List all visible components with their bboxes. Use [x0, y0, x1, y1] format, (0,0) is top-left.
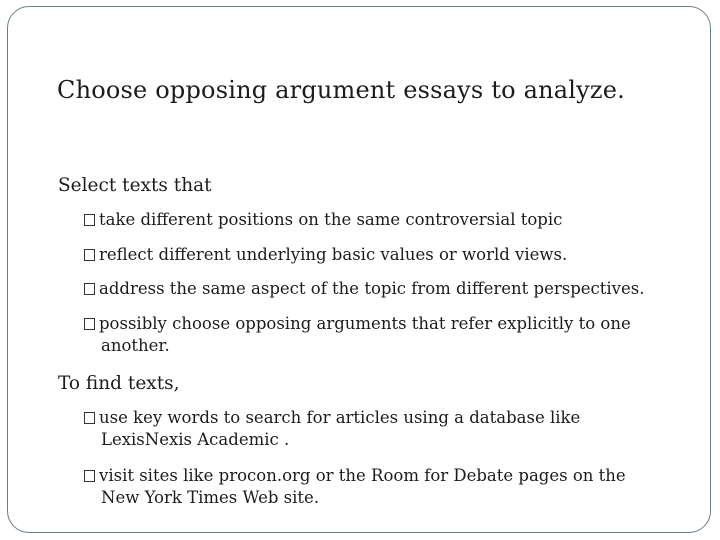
select-item-1-text: take different positions on the same controversial topic	[99, 210, 563, 229]
select-item-4-text-cont: another.	[101, 336, 170, 355]
select-item-3	[84, 278, 674, 300]
select-item-2	[84, 244, 674, 266]
find-item-1-text: use key words to search for articles using a database like	[99, 408, 581, 427]
select-heading: Select texts that	[58, 175, 212, 196]
slide-title: Choose opposing argument essays to analyze.	[57, 76, 625, 104]
select-item-4	[84, 313, 674, 357]
find-item-1	[84, 407, 674, 451]
find-item-2	[84, 465, 674, 509]
checkbox-bullet-icon	[84, 249, 95, 261]
checkbox-bullet-icon	[84, 318, 95, 330]
checkbox-bullet-icon	[84, 214, 95, 226]
checkbox-bullet-icon	[84, 470, 95, 482]
find-item-2-text-cont: New York Times Web site.	[101, 488, 320, 507]
select-item-2-text: reflect different underlying basic values or world views.	[99, 245, 568, 264]
find-item-1-text-cont: LexisNexis Academic .	[101, 430, 290, 449]
select-item-4-text: possibly choose opposing arguments that refer explicitly to one	[99, 314, 631, 333]
find-item-2-text: visit sites like procon.org or the Room for Debate pages on the	[99, 466, 626, 485]
select-item-1	[84, 209, 674, 231]
checkbox-bullet-icon	[84, 283, 95, 295]
select-item-3-text: address the same aspect of the topic from different perspectives.	[99, 279, 645, 298]
checkbox-bullet-icon	[84, 412, 95, 424]
find-heading: To find texts,	[58, 373, 180, 394]
